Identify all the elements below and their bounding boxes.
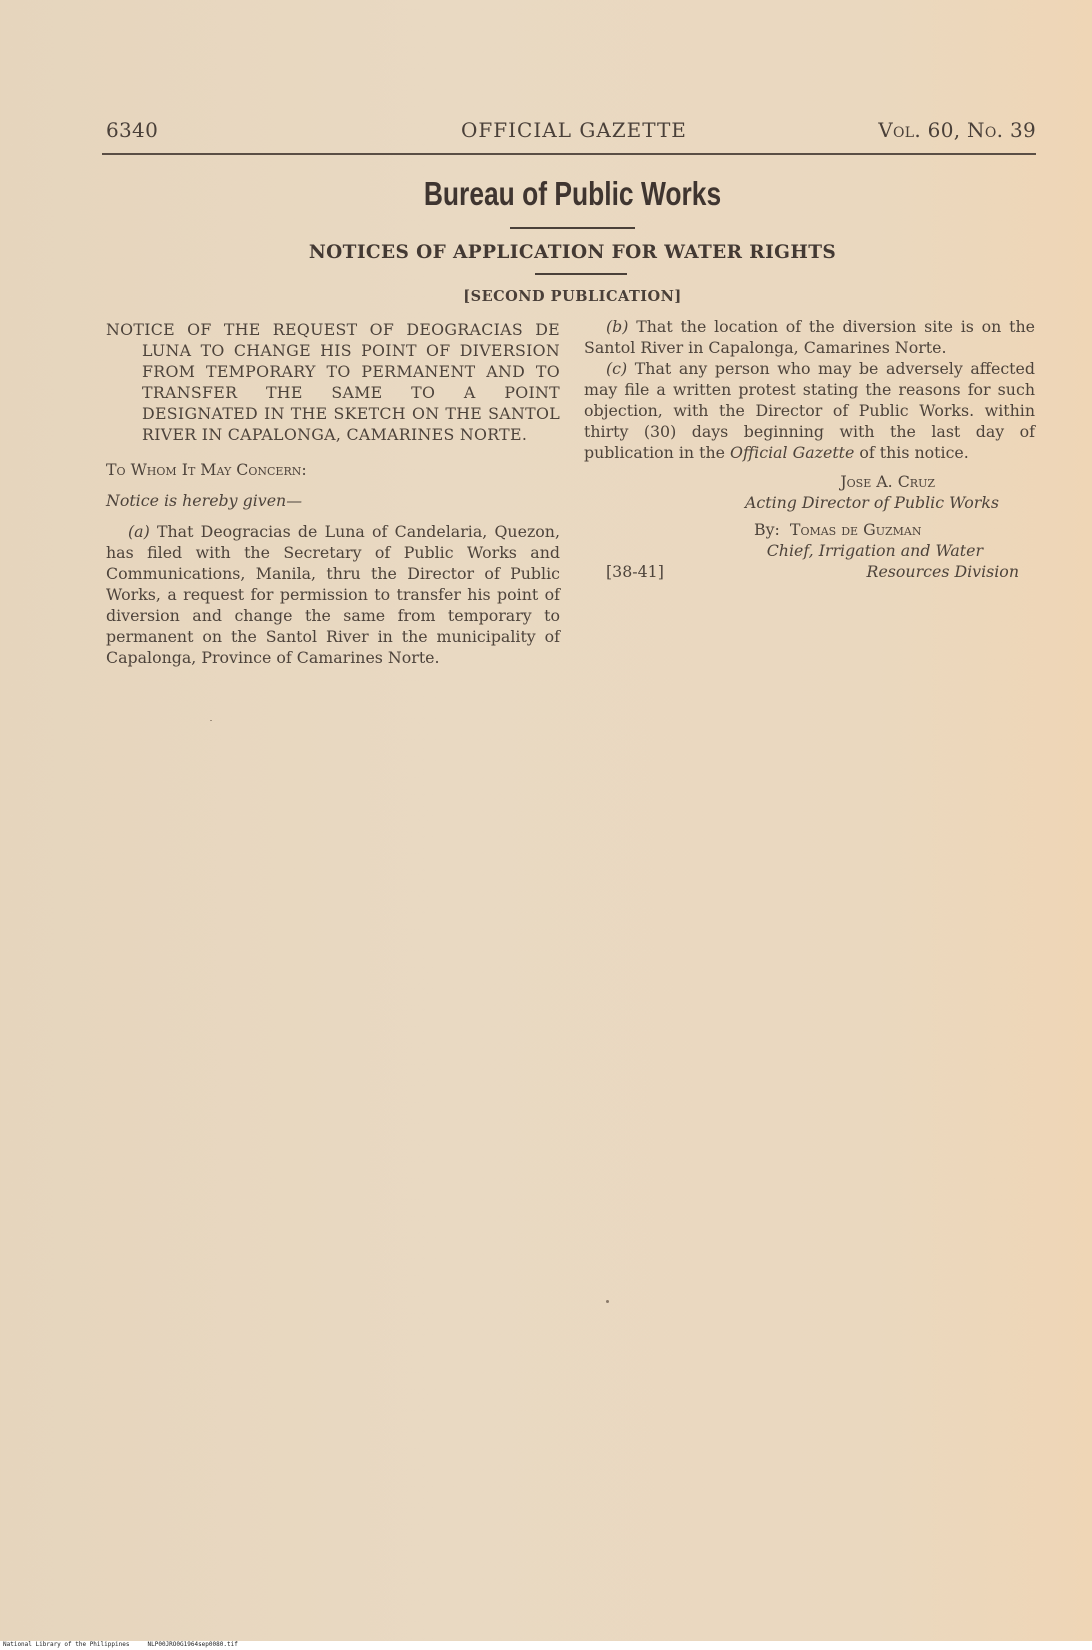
paragraph-c-label: (c) — [606, 359, 628, 378]
paragraph-b-label: (b) — [606, 317, 629, 336]
paragraph-a-label: (a) — [128, 522, 150, 541]
notice-given: Notice is hereby given— — [106, 491, 303, 510]
header-rule — [102, 153, 1036, 155]
signature-block — [584, 471, 1035, 601]
section-title: Bureau of Public Works — [423, 175, 722, 212]
signatory-title: Acting Director of Public Works — [744, 493, 999, 512]
signatory-name: Jose A. Cruz — [840, 472, 935, 491]
right-column — [584, 316, 1035, 601]
archive-footer: National Library of the Philippines NLP00JRO0G1964sep0080.tif — [0, 1641, 1092, 1650]
title-rule — [510, 227, 635, 229]
publication-tag: [SECOND PUBLICATION] — [463, 288, 682, 305]
paragraph-b — [584, 316, 1035, 358]
by-label: By: — [754, 520, 780, 539]
delegate-title-line2: Resources Division — [866, 562, 1019, 581]
speck — [210, 720, 212, 721]
delegate-line — [754, 519, 921, 540]
paragraph-c-text: That any person who may be adversely affected may file a written protest stating the reasons for such objection, with the Director of Public Works. within thirty (30) days beginning with the last day of publication in the — [584, 359, 1035, 462]
page-number: 6340 — [106, 118, 159, 142]
publication-reference: [38-41] — [606, 562, 664, 581]
paragraph-a-text: That Deogracias de Luna of Candelaria, Quezon, has filed with the Secretary of Public Works and Communications, Manila, thru the Director of Public Works, a request for permission to transfer his point of diversion and change the same from temporary to permanent on the Santol River in the municipality of Capalonga, Province of Camarines Norte. — [106, 522, 560, 667]
speck — [606, 1300, 609, 1303]
paragraph-c — [584, 358, 1035, 463]
running-head — [106, 118, 1036, 148]
paragraph-b-text: That the location of the diversion site is on the Santol River in Capalonga, Camarines Norte. — [584, 317, 1035, 357]
subtitle-rule — [535, 273, 627, 275]
salutation: To Whom It May Concern: — [106, 460, 307, 479]
notice-heading: NOTICE OF THE REQUEST OF DEOGRACIAS DE LUNA TO CHANGE HIS POINT OF DIVERSION FROM TEMPORARY TO PERMANENT AND TO TRANSFER THE SAME TO A POINT DESIGNATED IN THE SKETCH ON THE SANTOL RIVER IN CAPALONGA, CAMARINES NORTE. — [106, 320, 560, 444]
paragraph-c-end: of this notice. — [859, 443, 969, 462]
paragraph-a — [106, 521, 560, 668]
subsection-title: NOTICES OF APPLICATION FOR WATER RIGHTS — [308, 242, 837, 263]
paragraph-c-gazette: Official Gazette — [730, 443, 855, 462]
volume-number: Vol. 60, No. 39 — [878, 118, 1036, 142]
publication-name: OFFICIAL GAZETTE — [461, 118, 687, 142]
delegate-name: Tomas de Guzman — [789, 520, 922, 539]
left-column — [106, 319, 560, 668]
delegate-title-line1: Chief, Irrigation and Water — [766, 541, 983, 560]
